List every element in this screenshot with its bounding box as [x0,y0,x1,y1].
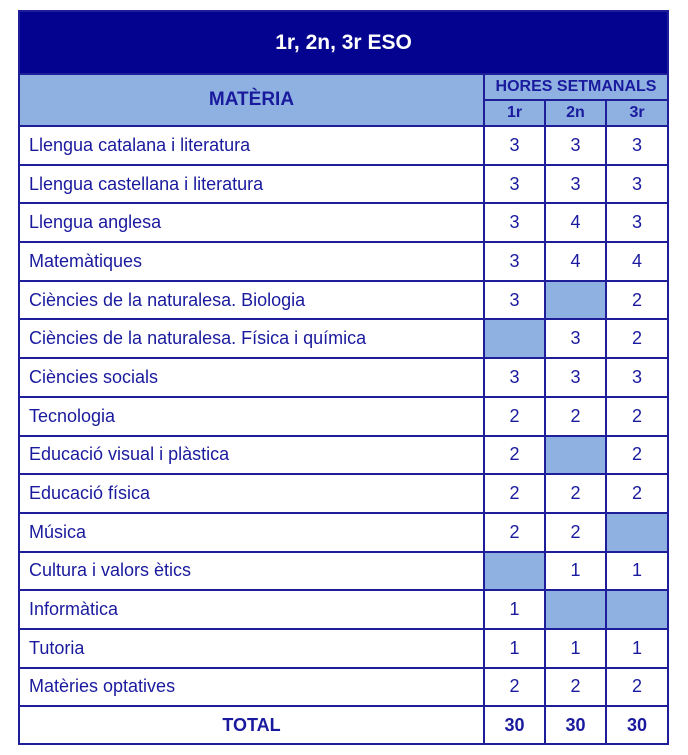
table-row [19,474,668,513]
subject-cell: Educació visual i plàstica [19,436,484,475]
subject-cell: Ciències de la naturalesa. Física i química [19,319,484,358]
subject-cell: Informàtica [19,590,484,629]
total-hours-3: 30 [606,706,668,744]
subject-cell: Llengua catalana i literatura [19,126,484,165]
table-row [19,513,668,552]
hours-cell: 3 [484,126,545,165]
table-row [19,126,668,165]
hours-cell: 4 [545,242,606,281]
hours-cell: 1 [545,552,606,591]
empty-hours-cell [484,319,545,358]
subject-cell: Ciències de la naturalesa. Biologia [19,281,484,320]
empty-hours-cell [545,281,606,320]
hours-cell: 2 [606,668,668,707]
hours-cell: 4 [606,242,668,281]
hours-cell: 2 [484,397,545,436]
empty-hours-cell [484,552,545,591]
year-header-1: 1r [484,100,545,126]
table-row [19,436,668,475]
hours-cell: 3 [606,126,668,165]
empty-hours-cell [606,513,668,552]
subject-cell: Educació física [19,474,484,513]
subject-cell: Ciències socials [19,358,484,397]
year-header-3: 3r [606,100,668,126]
table-row [19,358,668,397]
hours-cell: 1 [606,629,668,668]
hours-cell: 3 [606,358,668,397]
table-title: 1r, 2n, 3r ESO [19,11,668,74]
hours-cell: 2 [484,474,545,513]
hours-cell: 2 [606,474,668,513]
hours-cell: 2 [545,513,606,552]
hours-cell: 2 [484,513,545,552]
subject-column-header: MATÈRIA [19,74,484,126]
hours-cell: 3 [484,358,545,397]
hours-cell: 3 [484,203,545,242]
hours-cell: 3 [545,165,606,204]
subject-cell: Matèries optatives [19,668,484,707]
hours-cell: 1 [606,552,668,591]
subject-cell: Música [19,513,484,552]
hours-cell: 2 [484,668,545,707]
total-hours-1: 30 [484,706,545,744]
hours-cell: 4 [545,203,606,242]
table-row [19,281,668,320]
hours-cell: 2 [606,397,668,436]
table-row [19,629,668,668]
weekly-hours-header: HORES SETMANALS [484,74,668,100]
subject-cell: Llengua anglesa [19,203,484,242]
hours-cell: 2 [606,436,668,475]
table-row [19,319,668,358]
hours-cell: 3 [484,165,545,204]
table-row [19,668,668,707]
table-row [19,552,668,591]
empty-hours-cell [545,590,606,629]
table-row [19,397,668,436]
total-hours-2: 30 [545,706,606,744]
table-row [19,165,668,204]
subject-cell: Llengua castellana i literatura [19,165,484,204]
hours-cell: 3 [545,126,606,165]
empty-hours-cell [606,590,668,629]
subject-cell: Tecnologia [19,397,484,436]
total-row [19,706,668,744]
hours-cell: 2 [484,436,545,475]
hours-cell: 2 [606,319,668,358]
table-row [19,590,668,629]
hours-cell: 1 [545,629,606,668]
hours-cell: 3 [484,281,545,320]
hours-cell: 1 [484,629,545,668]
subject-cell: Matemàtiques [19,242,484,281]
hours-cell: 3 [545,319,606,358]
year-header-2: 2n [545,100,606,126]
table-row [19,242,668,281]
hours-cell: 2 [545,668,606,707]
subject-cell: Cultura i valors ètics [19,552,484,591]
empty-hours-cell [545,436,606,475]
hours-cell: 3 [606,165,668,204]
total-label: TOTAL [19,706,484,744]
hours-cell: 2 [545,474,606,513]
table-row [19,203,668,242]
hours-cell: 3 [484,242,545,281]
hours-cell: 2 [606,281,668,320]
hours-cell: 1 [484,590,545,629]
subject-cell: Tutoria [19,629,484,668]
eso-hours-table [18,10,669,745]
hours-cell: 3 [606,203,668,242]
hours-cell: 2 [545,397,606,436]
hours-cell: 3 [545,358,606,397]
